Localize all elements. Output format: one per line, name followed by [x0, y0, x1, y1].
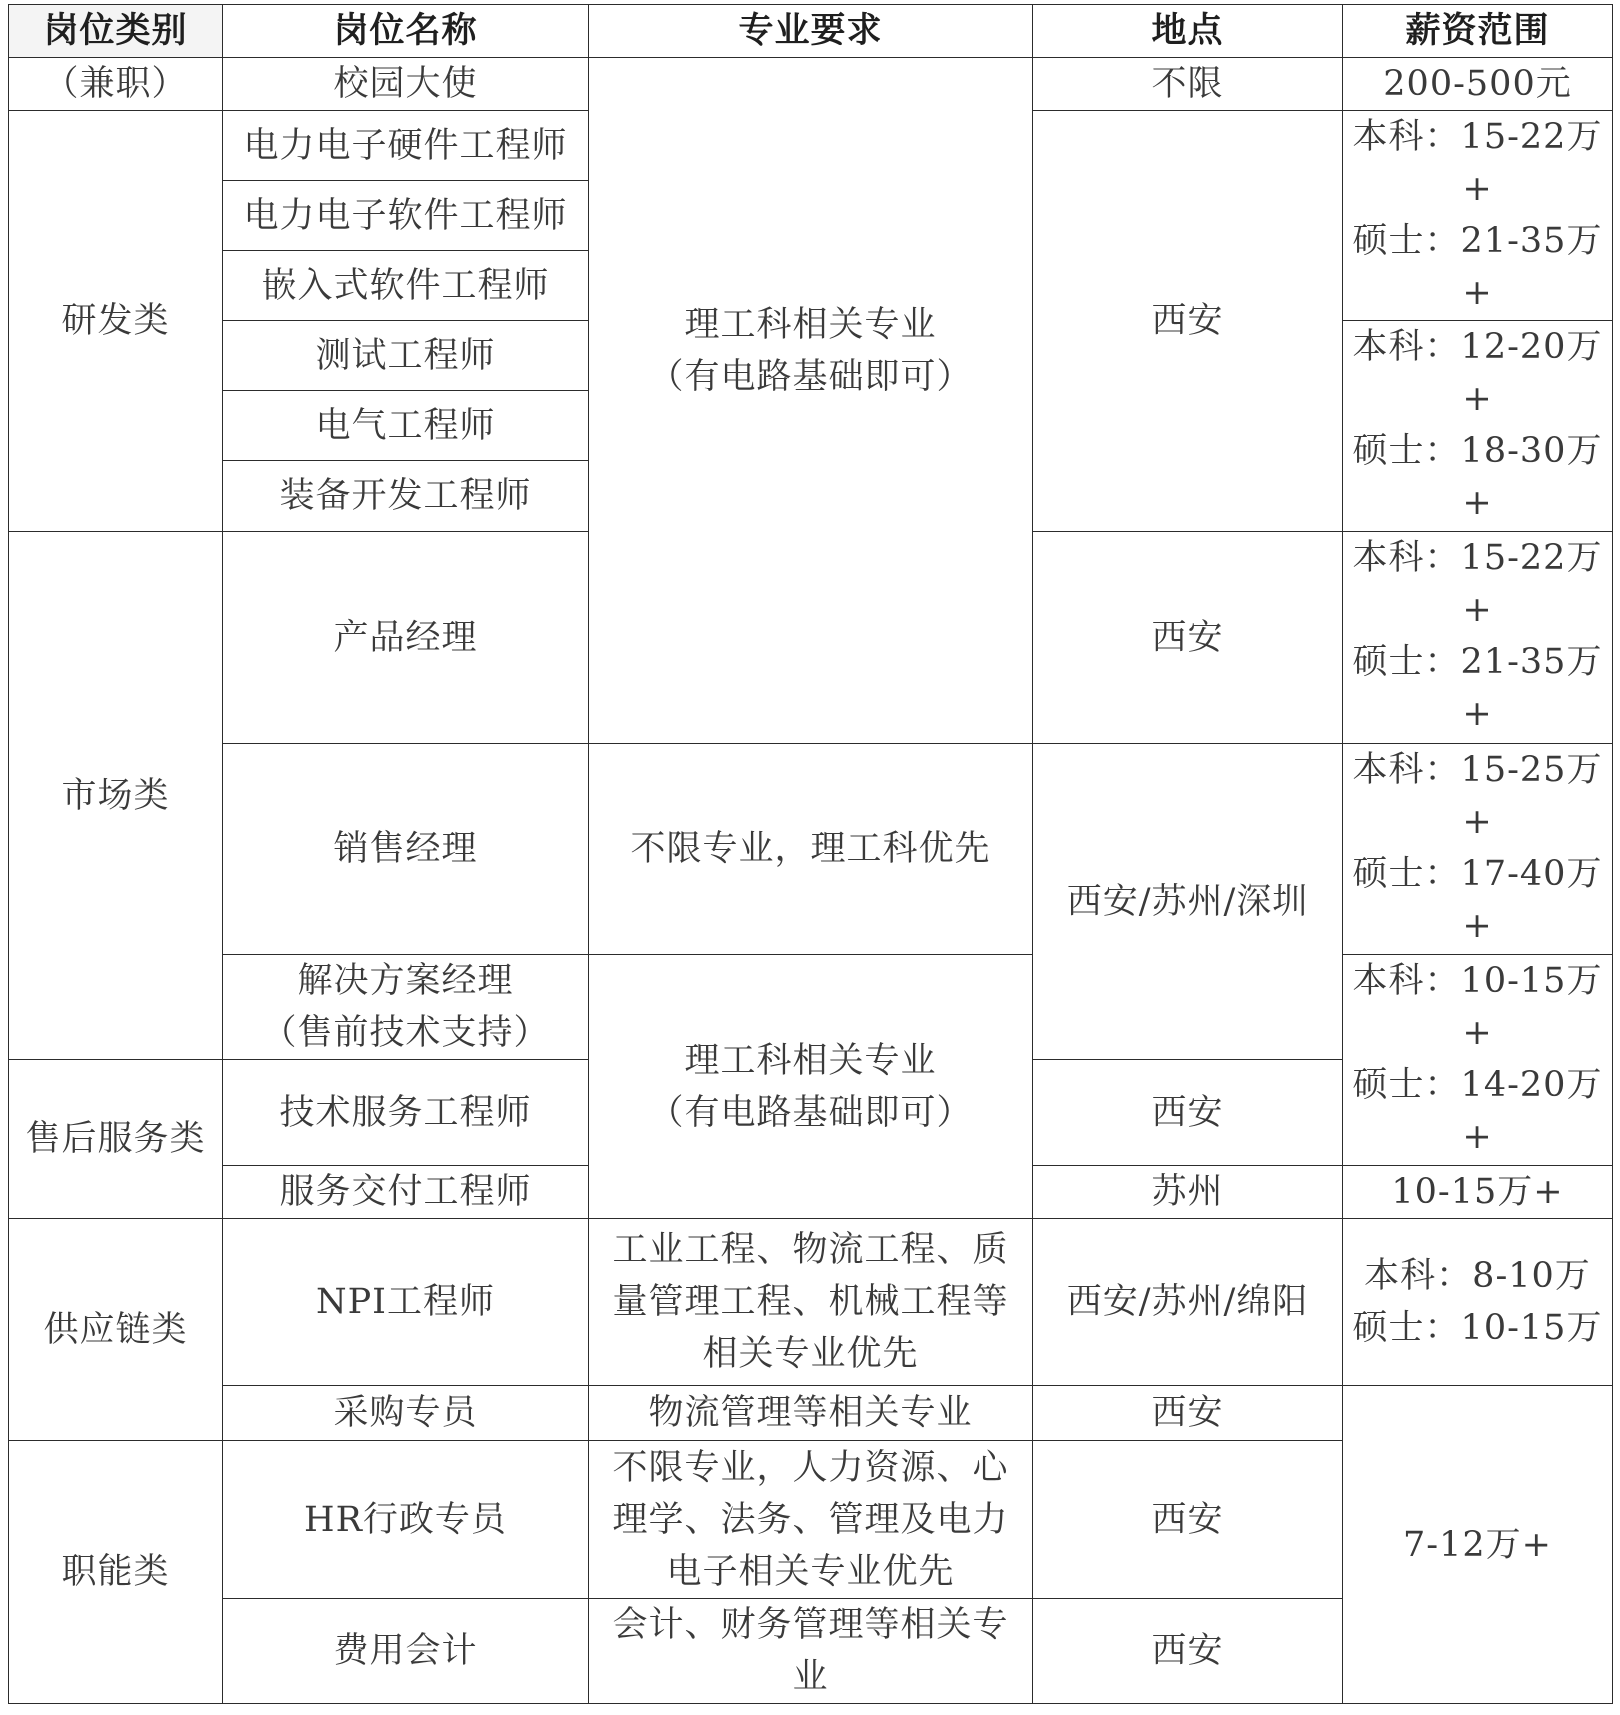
major-text: 会计、财务管理等相关专 [612, 1605, 1009, 1645]
position-cell: 技术服务工程师 [223, 1060, 589, 1166]
position-cell: 装备开发工程师 [223, 461, 589, 532]
position-cell: 测试工程师 [223, 321, 589, 391]
location-cell: 西安 [1033, 1386, 1343, 1441]
major-text: （有电路基础即可） [648, 1092, 973, 1133]
salary-cell [1343, 532, 1613, 744]
salary-text: + [1462, 906, 1493, 946]
salary-cell [1343, 321, 1613, 532]
salary-text: + [1462, 694, 1493, 734]
table-row [9, 1386, 1613, 1441]
salary-text: + [1462, 590, 1493, 630]
salary-text: 本科：10-15万 [1352, 961, 1603, 1001]
salary-text: 本科：8-10万 [1364, 1256, 1591, 1296]
position-cell [223, 955, 589, 1060]
salary-text: 硕士：21-35万 [1352, 642, 1603, 682]
position-cell: 费用会计 [223, 1599, 589, 1704]
salary-cell [1343, 955, 1613, 1166]
table-row [9, 1219, 1613, 1386]
location-cell: 西安/苏州/深圳 [1033, 744, 1343, 1060]
major-text: 理工科相关专业 [684, 1040, 937, 1081]
major-cell [589, 1441, 1033, 1599]
position-cell: NPI工程师 [223, 1219, 589, 1386]
table-row [9, 58, 1613, 111]
salary-text: 硕士：14-20万 [1352, 1065, 1603, 1105]
salary-text: 本科：15-22万 [1352, 117, 1603, 157]
major-text: 相关专业优先 [702, 1334, 919, 1374]
category-cell: 职能类 [9, 1441, 223, 1704]
location-cell: 西安 [1033, 1441, 1343, 1599]
position-cell: 销售经理 [223, 744, 589, 955]
header-major: 专业要求 [589, 5, 1033, 58]
salary-text: + [1462, 1013, 1493, 1053]
salary-cell: 200-500元 [1343, 58, 1613, 111]
position-text: 解决方案经理 [297, 961, 514, 1001]
header-location: 地点 [1033, 5, 1343, 58]
salary-cell: 10-15万+ [1343, 1166, 1613, 1219]
salary-text: + [1462, 273, 1493, 313]
position-cell: 校园大使 [223, 58, 589, 111]
category-cell: 市场类 [9, 532, 223, 1060]
major-text: 业 [792, 1657, 829, 1697]
salary-text: 本科：15-22万 [1352, 538, 1603, 578]
position-cell: 产品经理 [223, 532, 589, 744]
major-text: （有电路基础即可） [648, 356, 973, 397]
salary-text: 硕士：21-35万 [1352, 221, 1603, 261]
header-category: 岗位类别 [9, 5, 223, 58]
major-cell [589, 58, 1033, 744]
location-cell: 不限 [1033, 58, 1343, 111]
position-cell: 采购专员 [223, 1386, 589, 1441]
salary-text: + [1462, 169, 1493, 209]
major-cell [589, 1219, 1033, 1386]
header-salary: 薪资范围 [1343, 5, 1613, 58]
salary-text: 硕士：10-15万 [1352, 1308, 1603, 1348]
major-cell [589, 955, 1033, 1219]
major-cell: 不限专业，理工科优先 [589, 744, 1033, 955]
major-text: 理工科相关专业 [684, 304, 937, 345]
position-cell: 电力电子硬件工程师 [223, 111, 589, 181]
major-text: 不限专业，人力资源、心 [612, 1447, 1009, 1488]
category-cell: 售后服务类 [9, 1060, 223, 1219]
position-text: （售前技术支持） [261, 1013, 550, 1053]
salary-text: 硕士：18-30万 [1352, 431, 1603, 471]
location-cell: 西安 [1033, 532, 1343, 744]
position-cell: 嵌入式软件工程师 [223, 251, 589, 321]
major-cell [589, 1599, 1033, 1704]
salary-text: + [1462, 1117, 1493, 1157]
salary-text: 本科：12-20万 [1352, 327, 1603, 367]
salary-cell [1343, 111, 1613, 321]
major-text: 工业工程、物流工程、质 [612, 1230, 1009, 1270]
salary-text: + [1462, 483, 1493, 523]
salary-text: + [1462, 802, 1493, 842]
position-cell: 电力电子软件工程师 [223, 181, 589, 251]
table-row [9, 955, 1613, 1060]
major-text: 量管理工程、机械工程等 [612, 1282, 1009, 1322]
job-positions-table [8, 4, 1613, 1704]
major-text: 电子相关专业优先 [666, 1551, 955, 1592]
salary-text: + [1462, 379, 1493, 419]
salary-cell: 7-12万+ [1343, 1386, 1613, 1704]
header-position: 岗位名称 [223, 5, 589, 58]
salary-text: 硕士：17-40万 [1352, 854, 1603, 894]
position-cell: 服务交付工程师 [223, 1166, 589, 1219]
major-text: 理学、法务、管理及电力 [612, 1499, 1009, 1540]
category-cell: 供应链类 [9, 1219, 223, 1441]
position-cell: HR行政专员 [223, 1441, 589, 1599]
location-cell: 西安/苏州/绵阳 [1033, 1219, 1343, 1386]
location-cell: 西安 [1033, 111, 1343, 532]
table-row [9, 744, 1613, 955]
location-cell: 西安 [1033, 1599, 1343, 1704]
location-cell: 苏州 [1033, 1166, 1343, 1219]
category-cell: 研发类 [9, 111, 223, 532]
location-cell: 西安 [1033, 1060, 1343, 1166]
salary-cell [1343, 744, 1613, 955]
salary-text: 本科：15-25万 [1352, 750, 1603, 790]
salary-cell [1343, 1219, 1613, 1386]
category-cell: （兼职） [9, 58, 223, 111]
major-cell: 物流管理等相关专业 [589, 1386, 1033, 1441]
table-header-row [9, 5, 1613, 58]
position-cell: 电气工程师 [223, 391, 589, 461]
